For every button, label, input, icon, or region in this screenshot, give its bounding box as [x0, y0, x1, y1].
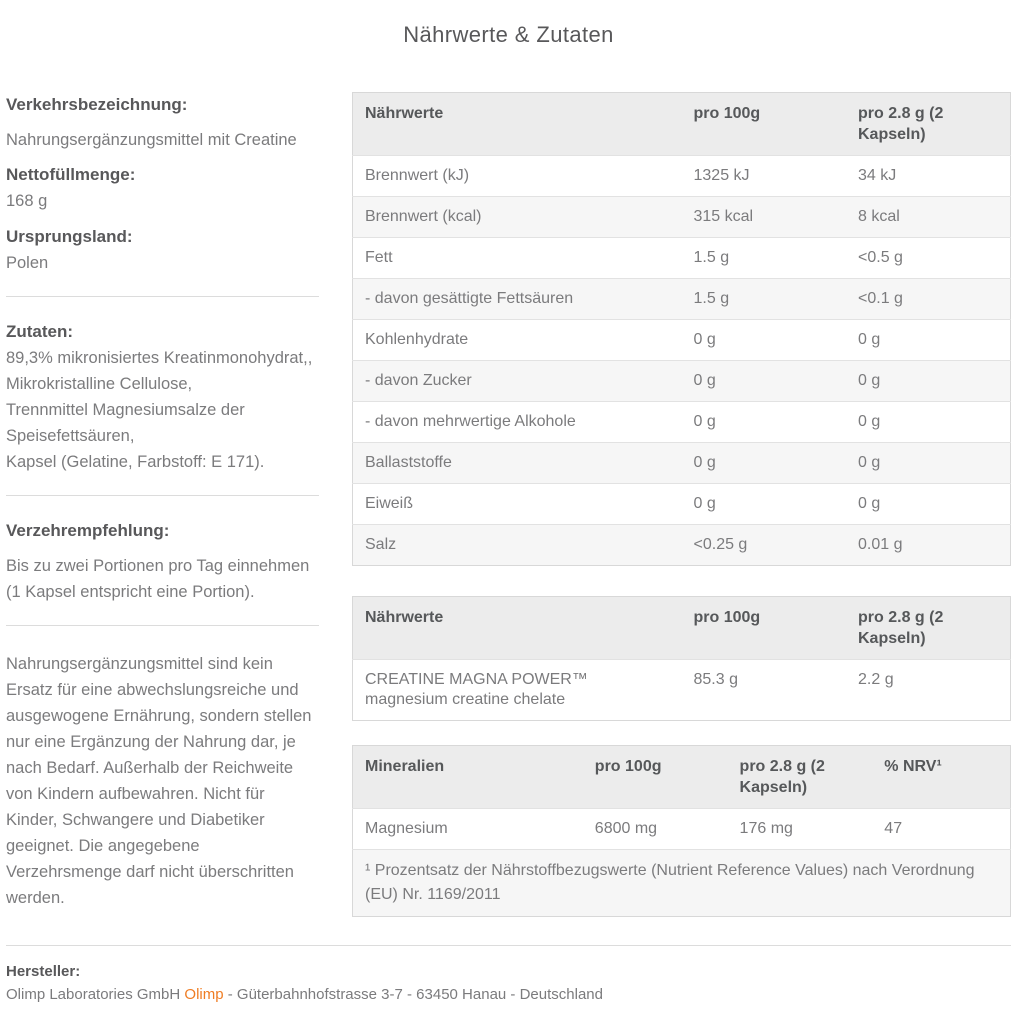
table-cell: <0.5 g — [846, 238, 1011, 279]
table-cell: 0 g — [846, 361, 1011, 402]
table-row — [353, 238, 1011, 279]
verkehrsbezeichnung-value: Nahrungsergänzungsmittel mit Creatine — [6, 131, 297, 149]
divider — [6, 625, 319, 626]
table-cell: <0.25 g — [682, 525, 847, 566]
table-row — [353, 197, 1011, 238]
table-header-cell: pro 2.8 g (2 Kapseln) — [846, 93, 1011, 156]
main-content — [6, 92, 1011, 917]
table-cell: Eiweiß — [353, 484, 682, 525]
verzehrempfehlung-value: Bis zu zwei Portionen pro Tag einnehmen (1 Kapsel entspricht eine Portion). — [6, 557, 310, 601]
table-header-cell: Nährwerte — [353, 93, 682, 156]
ingredient-line: 89,3% mikronisiertes Kreatinmonohydrat,, — [6, 349, 313, 367]
table-cell: 0 g — [846, 402, 1011, 443]
verzehrempfehlung-label: Verzehrempfehlung: — [6, 521, 170, 540]
table-header-cell: pro 100g — [583, 746, 728, 809]
table-row — [353, 156, 1011, 197]
table-row — [353, 525, 1011, 566]
table-row — [353, 320, 1011, 361]
divider — [6, 296, 319, 297]
table-row — [353, 361, 1011, 402]
table-cell: Fett — [353, 238, 682, 279]
table-header-cell: pro 100g — [682, 597, 847, 660]
table-cell: Salz — [353, 525, 682, 566]
nutrition-tables-panel — [352, 92, 1011, 917]
zutaten-label: Zutaten: — [6, 322, 74, 341]
zutaten-list — [6, 345, 319, 475]
ingredient-line: Trennmittel Magnesiumsalze der Speisefettsäuren, — [6, 401, 245, 445]
disclaimer-text: Nahrungsergänzungsmittel sind kein Ersatz für eine abwechslungsreiche und ausgewogene Ernährung, sondern stellen nur eine Ergänzung der Nahrung dar, je nach Bedarf. Außerhalb der Reichweite von Kindern aufbewahren. Nicht für Kinder, Schwangere und Diabetiker geeignet. Die angegebene Verzehrsmenge darf nicht überschritten werden. — [6, 655, 312, 907]
table-cell: 0 g — [846, 320, 1011, 361]
table-cell: 176 mg — [728, 809, 873, 850]
table-row — [353, 402, 1011, 443]
manufacturer-address: - Güterbahnhofstrasse 3-7 - 63450 Hanau - Deutschland — [227, 986, 603, 1003]
table-cell: - davon gesättigte Fettsäuren — [353, 279, 682, 320]
table-cell: Kohlenhydrate — [353, 320, 682, 361]
table-footnote: ¹ Prozentsatz der Nährstoffbezugswerte (Nutrient Reference Values) nach Verordnung (EU) Nr. 1169/2011 — [353, 850, 1011, 917]
table-header-cell: Mineralien — [353, 746, 583, 809]
table-header-row — [353, 597, 1011, 660]
table-cell: 0 g — [682, 361, 847, 402]
table-cell: 0 g — [846, 484, 1011, 525]
table-header-row — [353, 93, 1011, 156]
table-cell: CREATINE MAGNA POWER™ magnesium creatine chelate — [353, 660, 682, 721]
table-row — [353, 443, 1011, 484]
table-cell: 47 — [872, 809, 1010, 850]
table-cell: Brennwert (kcal) — [353, 197, 682, 238]
table-cell: 85.3 g — [682, 660, 847, 721]
nettofuellmenge-value: 168 g — [6, 192, 48, 210]
table-header-row — [353, 746, 1011, 809]
manufacturer-name: Olimp Laboratories GmbH — [6, 986, 181, 1003]
naehrwerte-table-1 — [352, 92, 1011, 566]
nettofuellmenge-label: Nettofüllmenge: — [6, 165, 136, 184]
table-cell: 315 kcal — [682, 197, 847, 238]
table-cell: 0 g — [682, 484, 847, 525]
divider — [6, 495, 319, 496]
table-footnote-row — [353, 850, 1011, 917]
table-cell: <0.1 g — [846, 279, 1011, 320]
table-row — [353, 809, 1011, 850]
table-cell: 8 kcal — [846, 197, 1011, 238]
table-cell: Brennwert (kJ) — [353, 156, 682, 197]
ingredient-line: Kapsel (Gelatine, Farbstoff: E 171). — [6, 453, 265, 471]
verkehrsbezeichnung-label: Verkehrsbezeichnung: — [6, 95, 188, 114]
table-cell: 2.2 g — [846, 660, 1011, 721]
table-row — [353, 660, 1011, 721]
table-cell: 1325 kJ — [682, 156, 847, 197]
naehrwerte-table-2 — [352, 596, 1011, 721]
hersteller-label: Hersteller: — [6, 963, 81, 980]
table-cell: 0 g — [682, 443, 847, 484]
table-header-cell: Nährwerte — [353, 597, 682, 660]
page-title: Nährwerte & Zutaten — [403, 22, 614, 47]
table-row — [353, 484, 1011, 525]
table-cell: 0 g — [846, 443, 1011, 484]
table-header-cell: pro 100g — [682, 93, 847, 156]
table-cell: 0 g — [682, 402, 847, 443]
mineralien-table — [352, 745, 1011, 917]
footer-divider — [6, 945, 1011, 946]
table-cell: - davon mehrwertige Alkohole — [353, 402, 682, 443]
table-cell: 34 kJ — [846, 156, 1011, 197]
table-header-cell: % NRV¹ — [872, 746, 1010, 809]
table-cell: Magnesium — [353, 809, 583, 850]
product-info-panel — [6, 92, 319, 911]
table-cell: - davon Zucker — [353, 361, 682, 402]
table-cell: 1.5 g — [682, 279, 847, 320]
table-cell: 1.5 g — [682, 238, 847, 279]
table-row — [353, 279, 1011, 320]
table-header-cell: pro 2.8 g (2 Kapseln) — [846, 597, 1011, 660]
table-cell: 0 g — [682, 320, 847, 361]
table-cell: 0.01 g — [846, 525, 1011, 566]
olimp-link[interactable]: Olimp — [184, 986, 224, 1003]
ursprungsland-label: Ursprungsland: — [6, 227, 133, 246]
table-cell: Ballaststoffe — [353, 443, 682, 484]
ingredient-line: Mikrokristalline Cellulose, — [6, 375, 193, 393]
table-header-cell: pro 2.8 g (2 Kapseln) — [728, 746, 873, 809]
manufacturer-line — [6, 986, 1011, 1003]
ursprungsland-value: Polen — [6, 254, 49, 272]
table-cell: 6800 mg — [583, 809, 728, 850]
